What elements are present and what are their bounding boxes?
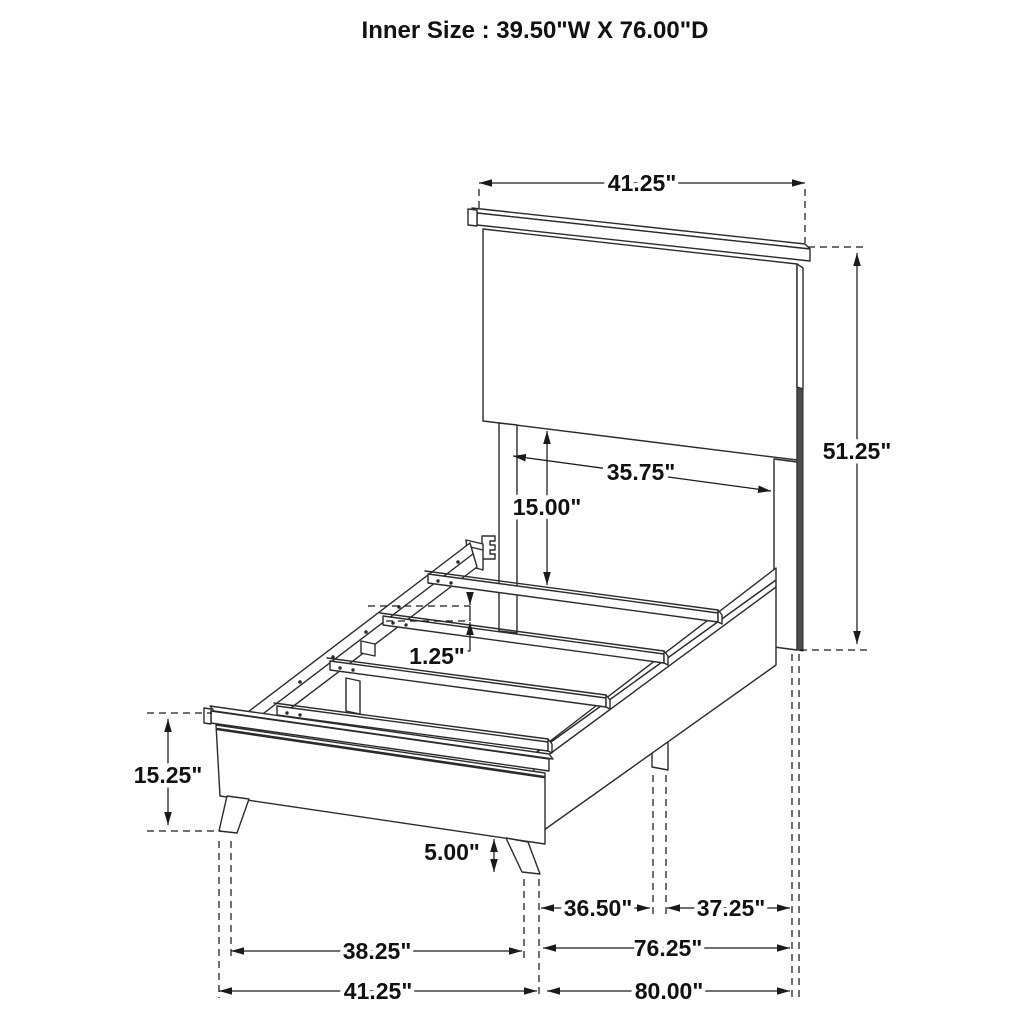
headboard-left-leg <box>499 423 517 633</box>
dim-leg-height <box>424 839 494 872</box>
dim-label-rail-length: 76.25" <box>633 935 703 961</box>
dim-side-rail-length <box>543 935 790 961</box>
dim-label-footboard-span: 38.25" <box>342 938 412 964</box>
dim-overall-length <box>547 978 790 1004</box>
bed-frame-drawing <box>204 208 810 874</box>
diagram-title: Inner Size : 39.50"W X 76.00"D <box>361 17 709 44</box>
footboard-cap-left-end <box>204 708 211 724</box>
footboard-left-leg <box>219 796 249 833</box>
dim-label-headboard-height: 51.25" <box>822 438 892 464</box>
slat-3 <box>327 658 610 709</box>
dim-label-front-to-center: 36.50" <box>563 895 633 921</box>
footboard-right-leg <box>506 838 540 874</box>
dim-label-headboard-width: 41.25" <box>607 170 677 196</box>
dim-label-footboard-height: 15.25" <box>133 762 203 788</box>
headboard-side-edge-dark <box>797 387 803 651</box>
footboard <box>204 706 553 874</box>
left-rail-center-leg <box>346 678 360 714</box>
headboard-side-edge <box>797 264 803 389</box>
dim-label-leg-height: 5.00" <box>424 839 480 865</box>
dim-label-overall-length: 80.00" <box>634 978 704 1004</box>
dim-label-slat-thickness: 1.25" <box>409 643 465 669</box>
dim-label-center-to-headboard: 37.25" <box>696 895 766 921</box>
headboard-right-leg <box>774 459 797 650</box>
dim-footboard-leg-span <box>231 938 522 964</box>
dim-label-inner-width: 35.75" <box>606 459 676 485</box>
dim-footboard-height <box>134 713 221 831</box>
dim-label-panel-to-slat: 15.00" <box>512 494 582 520</box>
dim-headboard-inner-width <box>513 456 771 491</box>
rail-hook-bracket-icon <box>482 536 495 559</box>
dim-center-to-headboard-leg <box>667 895 790 921</box>
headboard-cap-left-end <box>468 209 477 226</box>
dim-label-overall-width: 41.25" <box>343 978 413 1004</box>
dim-front-to-center-leg <box>541 895 650 921</box>
dim-panel-to-slat <box>513 431 581 585</box>
left-rail-cleat <box>361 641 375 656</box>
dim-headboard-height <box>800 247 891 650</box>
headboard-panel <box>483 229 797 460</box>
dim-overall-width <box>219 978 537 1004</box>
right-rail-front-face <box>533 580 776 835</box>
